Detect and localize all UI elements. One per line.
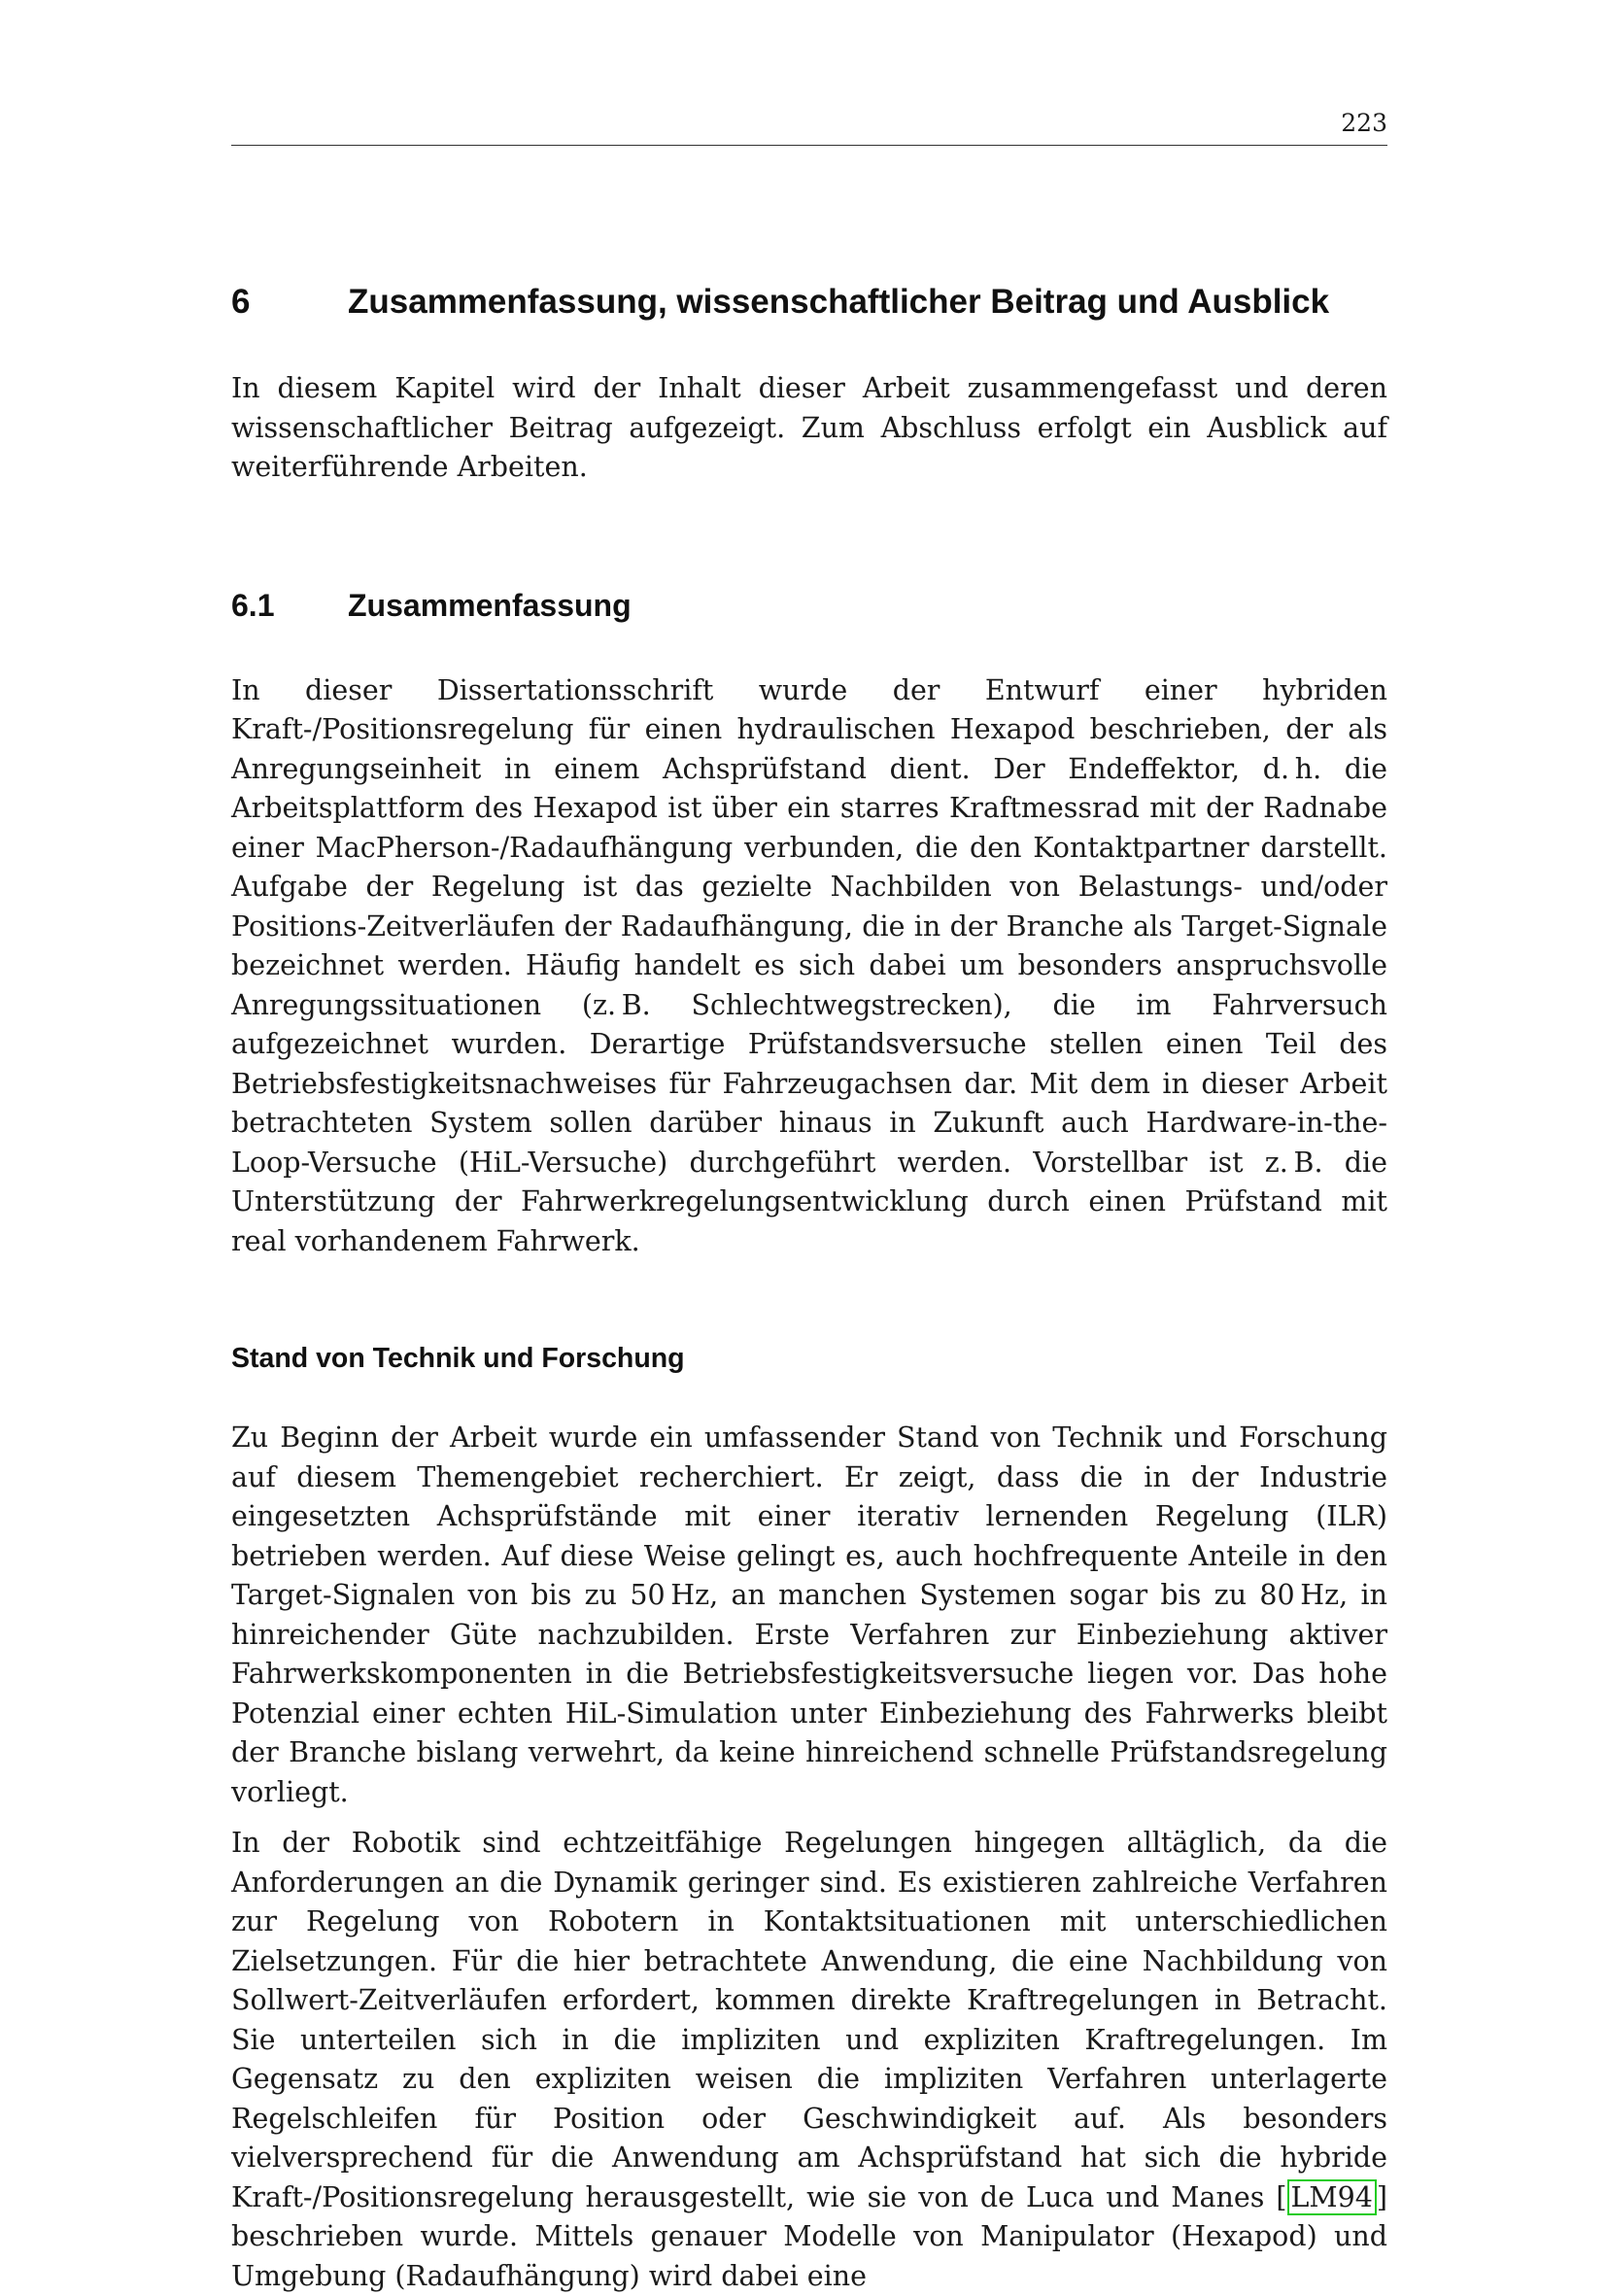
chapter-intro-paragraph: In diesem Kapitel wird der Inhalt dieser Arbeit zusammengefasst und deren wissenschaftlicher Beitrag aufgezeigt. Zum Abschluss erfolgt ein Ausblick auf weiterführende Arbeiten. [231,372,1387,483]
summary-paragraph: In dieser Dissertationsschrift wurde der Entwurf einer hybriden Kraft-/Positionsregelung für einen hydraulischen Hexapod beschrieben, der als Anregungseinheit in einem Achsprüfstand dient. Der Endeffektor, d. h. die Arbeitsplattform des Hexapod ist über ein starres Kraftmessrad mit der Radnabe einer MacPherson-/Radaufhängung verbunden, die den Kontaktpartner darstellt. Aufgabe der Regelung ist das gezielte Nachbilden von Belastungs- und/oder Positions-Zeitverläufen der Radaufhängung, die in der Branche als Target-Signale bezeichnet werden. Häufig handelt es sich dabei um besonders anspruchsvolle Anregungssituationen (z. B. Schlechtwegstrecken), die im Fahrversuch aufgezeichnet wurden. Derartige Prüfstandsversuche stellen einen Teil des Betriebsfestigkeitsnachweises für Fahrzeugachsen dar. Mit dem in dieser Arbeit betrachteten System sollen darüber hinaus in Zukunft auch Hardware-in-the-Loop-Versuche (HiL-Versuche) durchgeführt werden. Vorstellbar ist z. B. die Unterstützung der Fahrwerkregelungsentwicklung durch einen Prüfstand mit real vorhandenem Fahrwerk. [231,673,1387,1257]
robotics-paragraph [231,1824,1387,2296]
robotics-text-before: In der Robotik sind echtzeitfähige Regelungen hingegen alltäglich, da die Anforderungen an die Dynamik geringer sind. Es existieren zahlreiche Verfahren zur Regelung von Robotern in Kontaktsituationen mit unterschiedlichen Zielsetzungen. Für die hier betrachtete Anwendung, die eine Nachbildung von Sollwert-Zeitverläufen erfordert, kommen direkte Kraftregelungen in Betracht. Sie unterteilen sich in die impliziten und expliziten Kraftregelungen. Im Gegensatz zu den expliziten weisen die impliziten Verfahren unterlagerte Regelschleifen für Position oder Geschwindigkeit auf. Als besonders vielversprechend für die Anwendung am Achsprüfstand hat sich die hybride Kraft-/Positionsregelung herausgestellt, wie sie von de Luca und Manes [ [231,1827,1387,2213]
subsection-heading: Stand von Technik und Forschung [231,1343,685,1374]
robotics-text-after: ] beschrieben wurde. Mittels genauer Modelle von Manipulator (Hexapod) und Umgebung (Radaufhängung) wird dabei eine [231,2180,1387,2292]
chapter-heading [231,282,1387,323]
state-of-art-paragraph: Zu Beginn der Arbeit wurde ein umfassender Stand von Technik und Forschung auf diesem Themengebiet recherchiert. Er zeigt, dass die in der Industrie eingesetzten Achsprüfstände mit einer iterativ lernenden Regelung (ILR) betrieben werden. Auf diese Weise gelingt es, auch hochfrequente Anteile in den Target-Signalen von bis zu 50 Hz, an manchen Systemen sogar bis zu 80 Hz, in hinreichender Güte nachzubilden. Erste Verfahren zur Einbeziehung aktiver Fahrwerkskomponenten in die Betriebsfestigkeitsversuche liegen vor. Das hohe Potenzial einer echten HiL-Simulation unter Einbeziehung des Fahrwerks bleibt der Branche bislang verwehrt, da keine hinreichend schnelle Prüfstandsregelung vorliegt. [231,1422,1387,1808]
section-number: 6.1 [231,587,275,623]
citation-link-lm94[interactable]: LM94 [1287,2179,1377,2215]
chapter-title: Zusammenfassung, wissenschaftlicher Beitrag und Ausblick [348,283,1330,321]
header-rule [231,145,1387,146]
section-heading [231,586,1387,625]
page-content [231,282,1387,2296]
chapter-number: 6 [231,283,251,321]
section-title: Zusammenfassung [348,587,632,623]
page-number: 223 [1341,109,1387,137]
